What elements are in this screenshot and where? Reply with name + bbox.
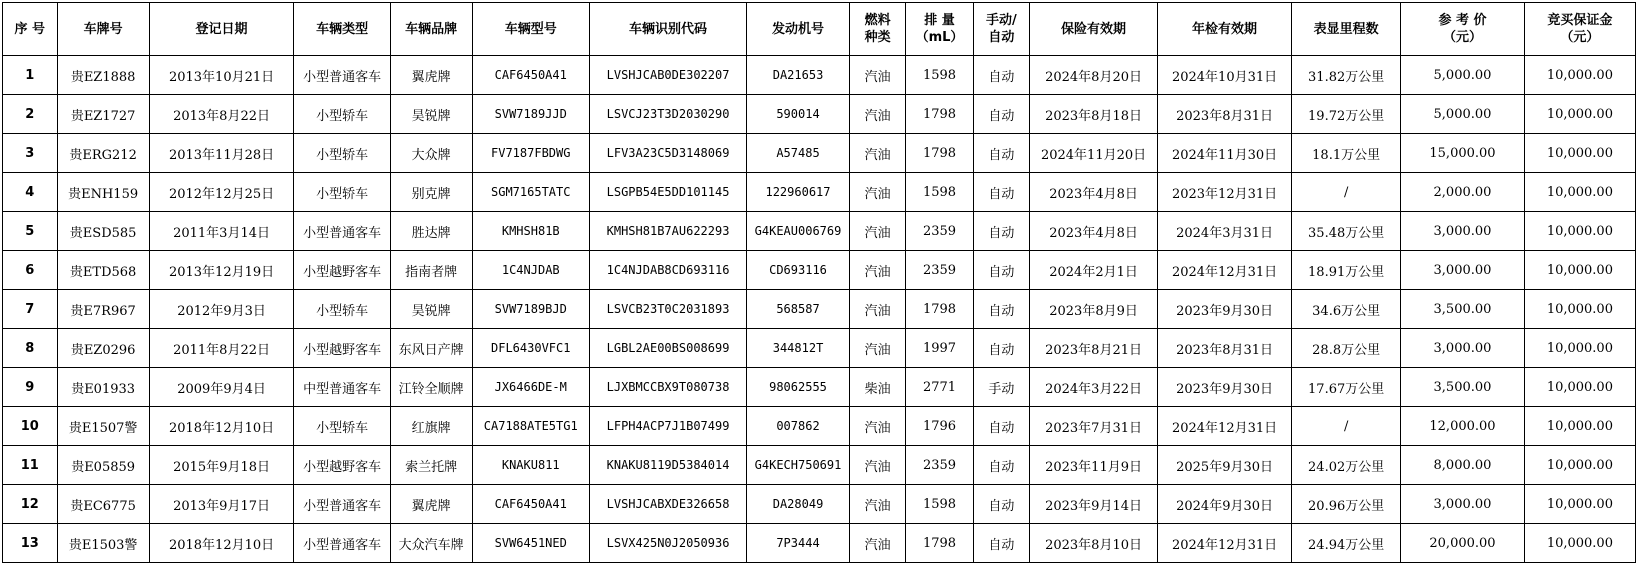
cell-seq: 3 (3, 134, 58, 173)
cell-engine-no: 590014 (747, 95, 850, 134)
cell-engine-no: A57485 (747, 134, 850, 173)
cell-insurance-expiry: 2023年7月31日 (1030, 407, 1158, 446)
cell-fuel: 汽油 (849, 212, 906, 251)
header-model: 车辆型号 (472, 3, 589, 56)
table-row (3, 485, 1636, 524)
cell-plate: 贵EZ1727 (57, 95, 149, 134)
cell-inspection-expiry: 2024年12月31日 (1157, 407, 1291, 446)
cell-transmission: 自动 (973, 173, 1030, 212)
cell-vehicle-type: 小型轿车 (294, 134, 390, 173)
cell-deposit: 10,000.00 (1524, 95, 1635, 134)
cell-reference-price: 2,000.00 (1401, 173, 1525, 212)
cell-seq: 1 (3, 56, 58, 95)
cell-deposit: 10,000.00 (1524, 212, 1635, 251)
cell-reg-date: 2011年3月14日 (149, 212, 294, 251)
cell-reg-date: 2015年9月18日 (149, 446, 294, 485)
cell-model: FV7187FBDWG (472, 134, 589, 173)
table-row (3, 251, 1636, 290)
cell-plate: 贵ERG212 (57, 134, 149, 173)
cell-vin: LJXBMCCBX9T080738 (589, 368, 746, 407)
cell-fuel: 汽油 (849, 251, 906, 290)
cell-brand: 昊锐牌 (390, 290, 472, 329)
cell-insurance-expiry: 2023年4月8日 (1030, 173, 1158, 212)
cell-vin: LSVX425N0J2050936 (589, 524, 746, 563)
header-displacement: 排 量 （mL） (906, 3, 973, 56)
cell-reference-price: 15,000.00 (1401, 134, 1525, 173)
cell-brand: 胜达牌 (390, 212, 472, 251)
cell-displacement: 1798 (906, 134, 973, 173)
vehicle-auction-table (2, 2, 1636, 563)
cell-vehicle-type: 小型越野客车 (294, 446, 390, 485)
cell-displacement: 2359 (906, 212, 973, 251)
cell-displacement: 1798 (906, 95, 973, 134)
cell-reg-date: 2018年12月10日 (149, 407, 294, 446)
cell-seq: 11 (3, 446, 58, 485)
cell-model: CAF6450A41 (472, 485, 589, 524)
cell-insurance-expiry: 2023年9月14日 (1030, 485, 1158, 524)
cell-vehicle-type: 小型普通客车 (294, 485, 390, 524)
cell-seq: 13 (3, 524, 58, 563)
cell-mileage: 20.96万公里 (1292, 485, 1401, 524)
cell-engine-no: 7P3444 (747, 524, 850, 563)
cell-fuel: 汽油 (849, 56, 906, 95)
cell-reg-date: 2018年12月10日 (149, 524, 294, 563)
cell-reg-date: 2011年8月22日 (149, 329, 294, 368)
cell-transmission: 自动 (973, 407, 1030, 446)
table-body (3, 56, 1636, 563)
cell-model: CA7188ATE5TG1 (472, 407, 589, 446)
cell-model: DFL6430VFC1 (472, 329, 589, 368)
cell-seq: 12 (3, 485, 58, 524)
cell-engine-no: 98062555 (747, 368, 850, 407)
header-row (3, 3, 1636, 56)
cell-insurance-expiry: 2023年11月9日 (1030, 446, 1158, 485)
cell-vehicle-type: 小型轿车 (294, 173, 390, 212)
cell-transmission: 手动 (973, 368, 1030, 407)
table-header (3, 3, 1636, 56)
cell-seq: 2 (3, 95, 58, 134)
cell-vin: LVSHJCABXDE326658 (589, 485, 746, 524)
table-row (3, 446, 1636, 485)
cell-inspection-expiry: 2024年9月30日 (1157, 485, 1291, 524)
table-row (3, 524, 1636, 563)
cell-reg-date: 2012年12月25日 (149, 173, 294, 212)
cell-transmission: 自动 (973, 524, 1030, 563)
cell-fuel: 汽油 (849, 134, 906, 173)
cell-seq: 8 (3, 329, 58, 368)
cell-plate: 贵E7R967 (57, 290, 149, 329)
header-seq: 序 号 (3, 3, 58, 56)
cell-mileage: 24.02万公里 (1292, 446, 1401, 485)
cell-reg-date: 2013年12月19日 (149, 251, 294, 290)
cell-fuel: 汽油 (849, 524, 906, 563)
cell-fuel: 汽油 (849, 290, 906, 329)
cell-deposit: 10,000.00 (1524, 524, 1635, 563)
cell-engine-no: G4KEAU006769 (747, 212, 850, 251)
cell-brand: 大众牌 (390, 134, 472, 173)
cell-engine-no: 122960617 (747, 173, 850, 212)
cell-model: SVW6451NED (472, 524, 589, 563)
cell-engine-no: G4KECH750691 (747, 446, 850, 485)
cell-brand: 翼虎牌 (390, 485, 472, 524)
cell-inspection-expiry: 2023年9月30日 (1157, 368, 1291, 407)
cell-deposit: 10,000.00 (1524, 368, 1635, 407)
cell-vehicle-type: 中型普通客车 (294, 368, 390, 407)
cell-inspection-expiry: 2024年11月30日 (1157, 134, 1291, 173)
cell-vehicle-type: 小型普通客车 (294, 212, 390, 251)
cell-inspection-expiry: 2025年9月30日 (1157, 446, 1291, 485)
cell-mileage: 35.48万公里 (1292, 212, 1401, 251)
header-transmission: 手动/ 自动 (973, 3, 1030, 56)
cell-mileage: / (1292, 173, 1401, 212)
cell-reg-date: 2013年8月22日 (149, 95, 294, 134)
cell-reference-price: 3,500.00 (1401, 290, 1525, 329)
cell-model: JX6466DE-M (472, 368, 589, 407)
table-row (3, 134, 1636, 173)
table-row (3, 329, 1636, 368)
cell-displacement: 1798 (906, 290, 973, 329)
cell-deposit: 10,000.00 (1524, 446, 1635, 485)
cell-transmission: 自动 (973, 212, 1030, 251)
cell-deposit: 10,000.00 (1524, 56, 1635, 95)
cell-fuel: 汽油 (849, 485, 906, 524)
table-row (3, 212, 1636, 251)
cell-engine-no: DA21653 (747, 56, 850, 95)
cell-plate: 贵ETD568 (57, 251, 149, 290)
cell-plate: 贵E1507警 (57, 407, 149, 446)
cell-fuel: 柴油 (849, 368, 906, 407)
cell-inspection-expiry: 2024年12月31日 (1157, 524, 1291, 563)
cell-mileage: / (1292, 407, 1401, 446)
cell-displacement: 1598 (906, 485, 973, 524)
cell-reference-price: 20,000.00 (1401, 524, 1525, 563)
cell-engine-no: 568587 (747, 290, 850, 329)
cell-model: SGM7165TATC (472, 173, 589, 212)
cell-brand: 翼虎牌 (390, 56, 472, 95)
cell-vin: LFPH4ACP7J1B07499 (589, 407, 746, 446)
cell-displacement: 2359 (906, 446, 973, 485)
cell-reg-date: 2012年9月3日 (149, 290, 294, 329)
cell-deposit: 10,000.00 (1524, 329, 1635, 368)
cell-reg-date: 2013年10月21日 (149, 56, 294, 95)
cell-vin: KMHSH81B7AU622293 (589, 212, 746, 251)
cell-engine-no: DA28049 (747, 485, 850, 524)
cell-deposit: 10,000.00 (1524, 134, 1635, 173)
cell-brand: 东风日产牌 (390, 329, 472, 368)
cell-displacement: 1598 (906, 173, 973, 212)
cell-deposit: 10,000.00 (1524, 407, 1635, 446)
header-plate: 车牌号 (57, 3, 149, 56)
cell-reference-price: 12,000.00 (1401, 407, 1525, 446)
cell-seq: 7 (3, 290, 58, 329)
cell-insurance-expiry: 2024年2月1日 (1030, 251, 1158, 290)
cell-deposit: 10,000.00 (1524, 251, 1635, 290)
cell-plate: 贵ESD585 (57, 212, 149, 251)
cell-vin: LFV3A23C5D3148069 (589, 134, 746, 173)
cell-insurance-expiry: 2024年3月22日 (1030, 368, 1158, 407)
table-row (3, 290, 1636, 329)
cell-vehicle-type: 小型普通客车 (294, 56, 390, 95)
cell-plate: 贵E01933 (57, 368, 149, 407)
table-row (3, 173, 1636, 212)
cell-model: KNAKU811 (472, 446, 589, 485)
cell-fuel: 汽油 (849, 95, 906, 134)
cell-model: CAF6450A41 (472, 56, 589, 95)
cell-transmission: 自动 (973, 290, 1030, 329)
cell-vehicle-type: 小型轿车 (294, 95, 390, 134)
cell-mileage: 19.72万公里 (1292, 95, 1401, 134)
cell-transmission: 自动 (973, 485, 1030, 524)
cell-reference-price: 5,000.00 (1401, 95, 1525, 134)
header-reg-date: 登记日期 (149, 3, 294, 56)
cell-vin: 1C4NJDAB8CD693116 (589, 251, 746, 290)
cell-brand: 红旗牌 (390, 407, 472, 446)
cell-displacement: 2359 (906, 251, 973, 290)
cell-inspection-expiry: 2023年8月31日 (1157, 95, 1291, 134)
table-row (3, 368, 1636, 407)
cell-deposit: 10,000.00 (1524, 290, 1635, 329)
cell-fuel: 汽油 (849, 407, 906, 446)
cell-insurance-expiry: 2023年8月18日 (1030, 95, 1158, 134)
cell-transmission: 自动 (973, 251, 1030, 290)
cell-deposit: 10,000.00 (1524, 173, 1635, 212)
cell-brand: 江铃全顺牌 (390, 368, 472, 407)
table-row (3, 56, 1636, 95)
header-vin: 车辆识别代码 (589, 3, 746, 56)
cell-transmission: 自动 (973, 134, 1030, 173)
cell-deposit: 10,000.00 (1524, 485, 1635, 524)
header-vehicle-type: 车辆类型 (294, 3, 390, 56)
cell-reference-price: 3,000.00 (1401, 329, 1525, 368)
cell-brand: 索兰托牌 (390, 446, 472, 485)
cell-brand: 指南者牌 (390, 251, 472, 290)
cell-brand: 大众汽车牌 (390, 524, 472, 563)
cell-engine-no: 344812T (747, 329, 850, 368)
cell-plate: 贵EZ1888 (57, 56, 149, 95)
header-insurance-expiry: 保险有效期 (1030, 3, 1158, 56)
cell-seq: 9 (3, 368, 58, 407)
cell-mileage: 18.91万公里 (1292, 251, 1401, 290)
cell-vehicle-type: 小型轿车 (294, 290, 390, 329)
table-row (3, 95, 1636, 134)
cell-brand: 昊锐牌 (390, 95, 472, 134)
cell-displacement: 2771 (906, 368, 973, 407)
cell-mileage: 34.6万公里 (1292, 290, 1401, 329)
cell-displacement: 1798 (906, 524, 973, 563)
cell-insurance-expiry: 2024年11月20日 (1030, 134, 1158, 173)
cell-plate: 贵EC6775 (57, 485, 149, 524)
cell-vehicle-type: 小型轿车 (294, 407, 390, 446)
cell-insurance-expiry: 2024年8月20日 (1030, 56, 1158, 95)
header-inspection-expiry: 年检有效期 (1157, 3, 1291, 56)
cell-mileage: 28.8万公里 (1292, 329, 1401, 368)
cell-reference-price: 3,000.00 (1401, 251, 1525, 290)
cell-model: SVW7189BJD (472, 290, 589, 329)
cell-reference-price: 5,000.00 (1401, 56, 1525, 95)
cell-model: KMHSH81B (472, 212, 589, 251)
cell-transmission: 自动 (973, 56, 1030, 95)
header-reference-price: 参 考 价 （元） (1401, 3, 1525, 56)
header-engine-no: 发动机号 (747, 3, 850, 56)
table-row (3, 407, 1636, 446)
cell-fuel: 汽油 (849, 446, 906, 485)
cell-plate: 贵E1503警 (57, 524, 149, 563)
cell-engine-no: 007862 (747, 407, 850, 446)
cell-vin: LSGPB54E5DD101145 (589, 173, 746, 212)
cell-insurance-expiry: 2023年8月10日 (1030, 524, 1158, 563)
cell-displacement: 1796 (906, 407, 973, 446)
header-fuel: 燃料 种类 (849, 3, 906, 56)
cell-engine-no: CD693116 (747, 251, 850, 290)
cell-reg-date: 2013年11月28日 (149, 134, 294, 173)
cell-displacement: 1598 (906, 56, 973, 95)
cell-reg-date: 2009年9月4日 (149, 368, 294, 407)
cell-reference-price: 3,500.00 (1401, 368, 1525, 407)
cell-insurance-expiry: 2023年8月9日 (1030, 290, 1158, 329)
cell-plate: 贵EZ0296 (57, 329, 149, 368)
cell-seq: 6 (3, 251, 58, 290)
cell-brand: 别克牌 (390, 173, 472, 212)
cell-vehicle-type: 小型越野客车 (294, 251, 390, 290)
cell-insurance-expiry: 2023年4月8日 (1030, 212, 1158, 251)
cell-mileage: 31.82万公里 (1292, 56, 1401, 95)
cell-vin: LVSHJCAB0DE302207 (589, 56, 746, 95)
cell-reference-price: 3,000.00 (1401, 485, 1525, 524)
cell-inspection-expiry: 2023年12月31日 (1157, 173, 1291, 212)
cell-inspection-expiry: 2024年3月31日 (1157, 212, 1291, 251)
header-mileage: 表显里程数 (1292, 3, 1401, 56)
cell-vin: LSVCJ23T3D2030290 (589, 95, 746, 134)
cell-seq: 10 (3, 407, 58, 446)
cell-mileage: 24.94万公里 (1292, 524, 1401, 563)
cell-displacement: 1997 (906, 329, 973, 368)
cell-plate: 贵ENH159 (57, 173, 149, 212)
cell-seq: 4 (3, 173, 58, 212)
header-deposit: 竞买保证金 （元） (1524, 3, 1635, 56)
cell-vehicle-type: 小型普通客车 (294, 524, 390, 563)
cell-mileage: 17.67万公里 (1292, 368, 1401, 407)
cell-vin: KNAKU8119D5384014 (589, 446, 746, 485)
cell-inspection-expiry: 2024年10月31日 (1157, 56, 1291, 95)
header-brand: 车辆品牌 (390, 3, 472, 56)
cell-inspection-expiry: 2023年8月31日 (1157, 329, 1291, 368)
cell-inspection-expiry: 2023年9月30日 (1157, 290, 1291, 329)
cell-model: 1C4NJDAB (472, 251, 589, 290)
cell-transmission: 自动 (973, 95, 1030, 134)
cell-fuel: 汽油 (849, 329, 906, 368)
cell-transmission: 自动 (973, 329, 1030, 368)
cell-vehicle-type: 小型越野客车 (294, 329, 390, 368)
cell-insurance-expiry: 2023年8月21日 (1030, 329, 1158, 368)
cell-plate: 贵E05859 (57, 446, 149, 485)
cell-inspection-expiry: 2024年12月31日 (1157, 251, 1291, 290)
cell-transmission: 自动 (973, 446, 1030, 485)
cell-mileage: 18.1万公里 (1292, 134, 1401, 173)
cell-reference-price: 3,000.00 (1401, 212, 1525, 251)
cell-reg-date: 2013年9月17日 (149, 485, 294, 524)
cell-model: SVW7189JJD (472, 95, 589, 134)
cell-reference-price: 8,000.00 (1401, 446, 1525, 485)
cell-seq: 5 (3, 212, 58, 251)
cell-vin: LSVCB23T0C2031893 (589, 290, 746, 329)
cell-vin: LGBL2AE00BS008699 (589, 329, 746, 368)
cell-fuel: 汽油 (849, 173, 906, 212)
